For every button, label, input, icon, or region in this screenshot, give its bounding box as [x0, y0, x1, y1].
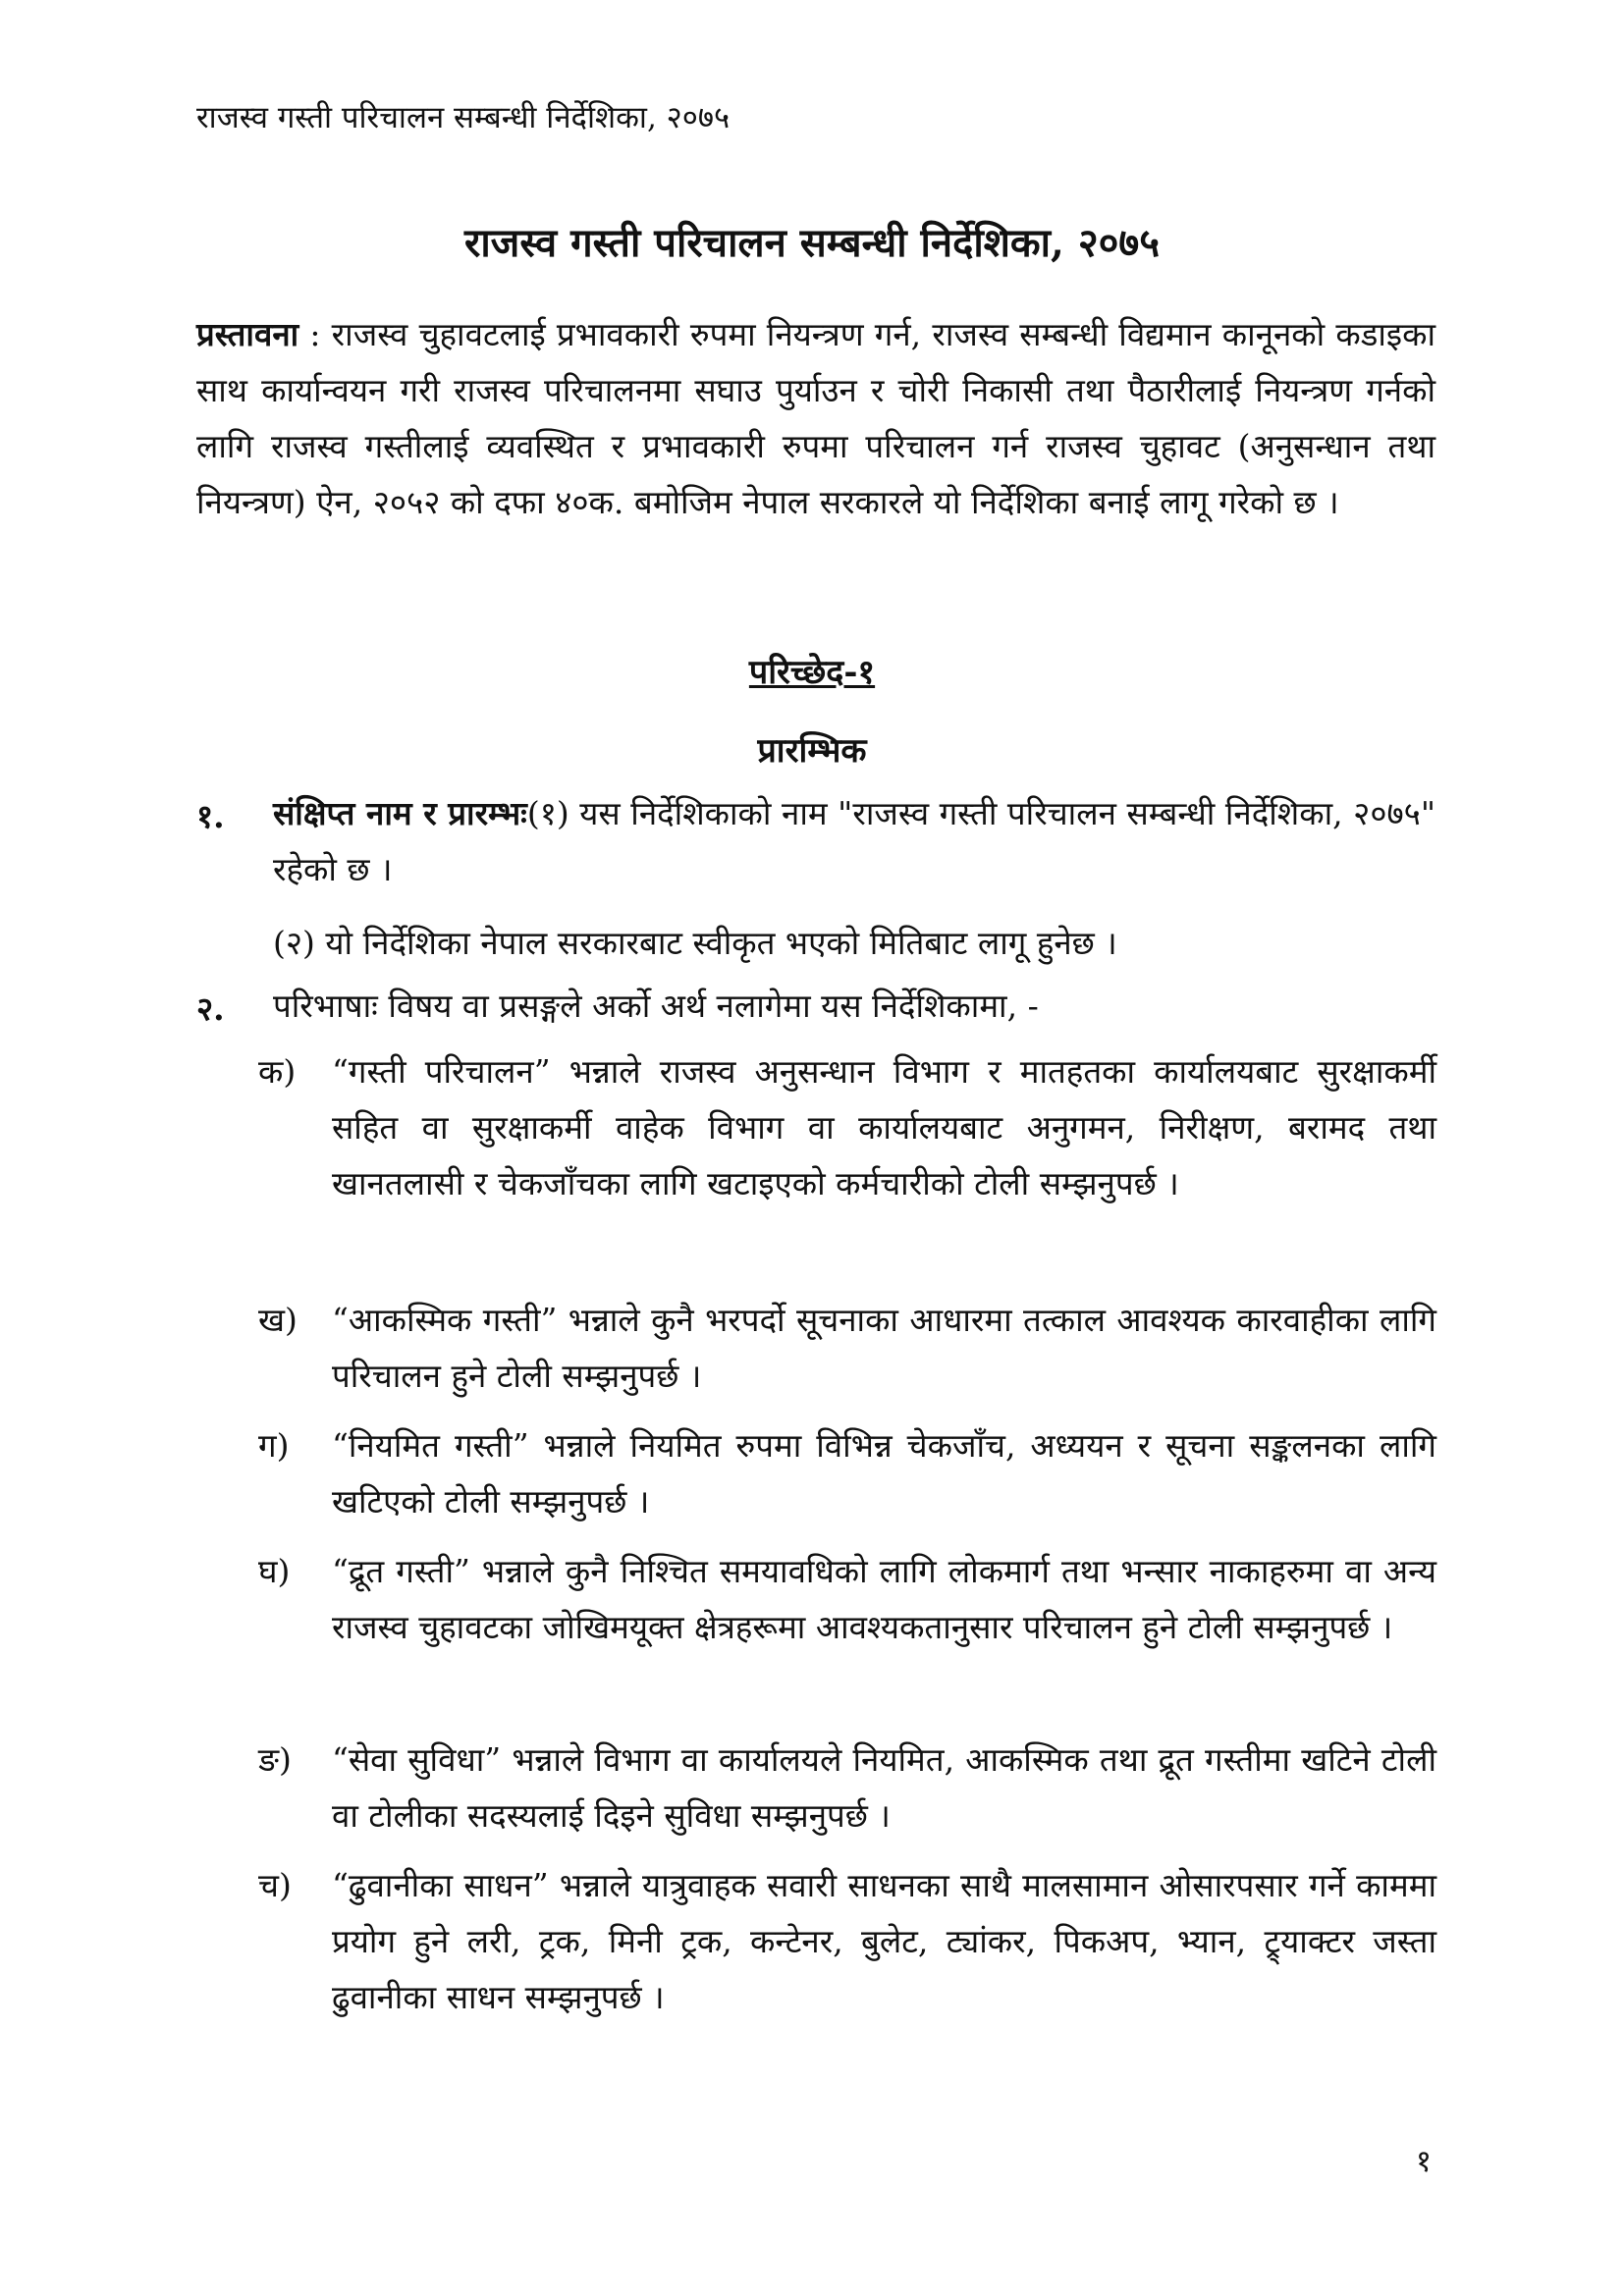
section-1-title: संक्षिप्त नाम र प्रारम्भः [273, 794, 527, 832]
section-2-intro [273, 978, 1039, 1034]
definition-text: “ढुवानीका साधन” भन्नाले यात्रुवाहक सवारी साधनका साथै मालसामान ओसारपसार गर्ने काममा प्रयोग हुने लरी, ट्रक, मिनी ट्रक, कन्टेनर, बुलेट, ट्यांकर, पिकअप, भ्यान, ट्र्याक्टर जस्ता ढुवानीका साधन सम्झनुपर्छ । [332, 1866, 1436, 2016]
definition-mark: च) [258, 1866, 292, 1904]
definition-mark: ङ) [258, 1740, 292, 1779]
chapter-heading: परिच्छेद-१ [748, 653, 876, 692]
definition-text: “आकस्मिक गस्ती” भन्नाले कुनै भरपर्दो सूचनाका आधारमा तत्काल आवश्यक कारवाहीका लागि परिचालन हुने टोली सम्झनुपर्छ । [332, 1301, 1436, 1395]
section-2-number: २. [196, 989, 225, 1028]
section-1-number: १. [196, 797, 225, 835]
definition-text: “द्रूत गस्ती” भन्नाले कुनै निश्चित समयावधिको लागि लोकमार्ग तथा भन्सार नाकाहरुमा वा अन्य राजस्व चुहावटका जोखिमयूक्त क्षेत्रहरूमा आवश्यकतानुसार परिचालन हुने टोली सम्झनुपर्छ । [332, 1552, 1436, 1646]
section-2-title: परिभाषाः [273, 987, 378, 1025]
definition-text: “सेवा सुविधा” भन्नाले विभाग वा कार्यालयले नियमित, आकस्मिक तथा द्रूत गस्तीमा खटिने टोली वा टोलीका सदस्यलाई दिइने सुविधा सम्झनुपर्छ । [332, 1740, 1436, 1835]
preamble-label: प्रस्तावना [196, 315, 299, 353]
document-title: राजस्व गस्ती परिचालन सम्बन्धी निर्देशिका, २०७५ [463, 220, 1161, 266]
definition-mark: क) [258, 1052, 297, 1091]
chapter-subheading: प्रारम्भिक [757, 731, 867, 771]
running-header: राजस्व गस्ती परिचालन सम्बन्धी निर्देशिका, २०७५ [196, 100, 731, 135]
section-1-clause-2: (२) यो निर्देशिका नेपाल सरकारबाट स्वीकृत भएको मितिबाट लागू हुनेछ । [273, 924, 1117, 962]
preamble [196, 306, 1435, 530]
section-2-intro-text: विषय वा प्रसङ्गले अर्को अर्थ नलागेमा यस निर्देशिकामा, - [388, 987, 1039, 1025]
preamble-text: : राजस्व चुहावटलाई प्रभावकारी रुपमा नियन्त्रण गर्न, राजस्व सम्बन्धी विद्यमान कानूनको कडाइका साथ कार्यान्वयन गरी राजस्व परिचालनमा सघाउ पुर्याउन र चोरी निकासी तथा पैठारीलाई नियन्त्रण गर्नको लागि राजस्व गस्तीलाई व्यवस्थित र प्रभावकारी रुपमा परिचालन गर्न राजस्व चुहावट (अनुसन्धान तथा नियन्त्रण) ऐन, २०५२ को दफा ४०क. बमोजिम नेपाल सरकारले यो निर्देशिका बनाई लागू गरेको छ । [196, 315, 1435, 521]
definition-mark: घ) [258, 1552, 291, 1590]
page-number: १ [1415, 2144, 1432, 2179]
section-1-clause-1-text: (१) यस निर्देशिकाको नाम "राजस्व गस्ती परिचालन सम्बन्धी निर्देशिका, २०७५" रहेको छ । [273, 794, 1435, 888]
section-1-clause-1 [273, 785, 1435, 897]
definition-mark: ख) [258, 1301, 298, 1339]
definition-text: “गस्ती परिचालन” भन्नाले राजस्व अनुसन्धान विभाग र मातहतका कार्यालयबाट सुरक्षाकर्मी सहित वा सुरक्षाकर्मी वाहेक विभाग वा कार्यालयबाट अनुगमन, निरीक्षण, बरामद तथा खानतलासी र चेकजाँचका लागि खटाइएको कर्मचारीको टोली सम्झनुपर्छ । [332, 1052, 1436, 1202]
definition-mark: ग) [258, 1426, 290, 1465]
definition-text: “नियमित गस्ती” भन्नाले नियमित रुपमा विभिन्न चेकजाँच, अध्ययन र सूचना सङ्कलनका लागि खटिएको टोली सम्झनुपर्छ । [332, 1426, 1436, 1521]
